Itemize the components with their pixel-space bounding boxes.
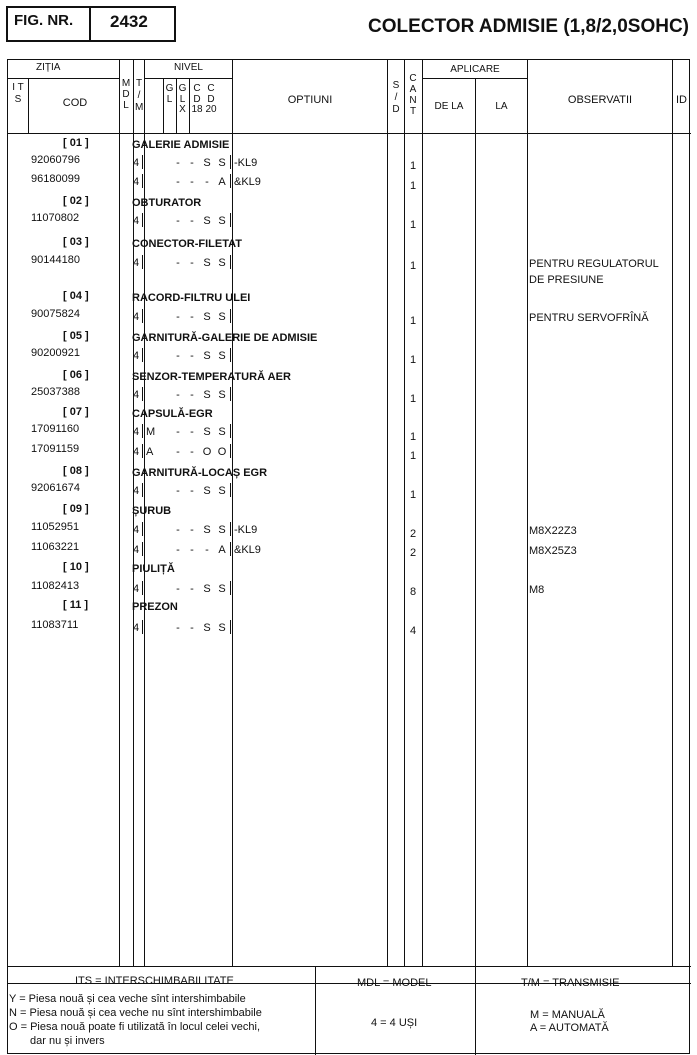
nivel-glx: - xyxy=(190,583,194,595)
header-nivel-cd18: C D 18 xyxy=(191,83,203,115)
nivel-gl: - xyxy=(176,157,180,169)
row-tick xyxy=(230,444,231,458)
part-code: 92060796 xyxy=(31,154,80,166)
part-quantity: 8 xyxy=(410,586,417,598)
nivel-cd18: S xyxy=(203,157,211,169)
part-model: 4 xyxy=(133,157,140,169)
part-code: 96180099 xyxy=(31,173,80,185)
part-option: -KL9 xyxy=(234,157,258,169)
part-code: 11083711 xyxy=(31,619,79,631)
group-description: CONECTOR-FILETAT xyxy=(132,238,242,250)
row-tick xyxy=(230,483,231,497)
part-quantity: 2 xyxy=(410,547,417,559)
nivel-glx: - xyxy=(190,311,194,323)
group-position: [ 01 ] xyxy=(63,137,89,149)
part-code: 90200921 xyxy=(31,347,80,359)
row-tick xyxy=(142,620,143,634)
nivel-gl: - xyxy=(176,389,180,401)
row-tick xyxy=(142,387,143,401)
part-model: 4 xyxy=(133,485,140,497)
nivel-gl: - xyxy=(176,622,180,634)
nivel-cd20: A xyxy=(218,544,226,556)
part-model: 4 xyxy=(133,389,140,401)
part-quantity: 1 xyxy=(410,489,417,501)
nivel-cd18: S xyxy=(203,426,211,438)
legend-its-y: Y = Piesa nouă și cea veche sînt intershimbabile xyxy=(9,993,246,1005)
part-transmission: M xyxy=(146,426,156,438)
figure-label: FIG. NR. xyxy=(14,12,74,29)
header-mdl: M D L xyxy=(121,78,131,111)
part-transmission: A xyxy=(146,446,154,458)
legend-divider-1 xyxy=(315,966,316,1055)
part-model: 4 xyxy=(133,350,140,362)
part-option: &KL9 xyxy=(234,544,261,556)
nivel-glx: - xyxy=(190,215,194,227)
part-code: 90075824 xyxy=(31,308,80,320)
group-position: [ 03 ] xyxy=(63,236,89,248)
nivel-cd18: S xyxy=(203,485,211,497)
part-option: &KL9 xyxy=(234,176,261,188)
legend-divider-2 xyxy=(475,966,476,1055)
nivel-cd18: S xyxy=(203,389,211,401)
row-tick xyxy=(230,542,231,556)
group-position: [ 04 ] xyxy=(63,290,89,302)
header-tm: T / M xyxy=(135,78,144,113)
group-position: [ 08 ] xyxy=(63,465,89,477)
nivel-cd20: S xyxy=(218,583,226,595)
legend-top-line xyxy=(8,966,691,967)
nivel-gl: - xyxy=(176,446,180,458)
legend-mdl-title: MDL = MODEL xyxy=(357,977,432,989)
nivel-cd18: S xyxy=(203,583,211,595)
row-tick xyxy=(230,424,231,438)
row-divider-aplicare xyxy=(422,78,527,79)
row-tick xyxy=(230,255,231,269)
row-tick xyxy=(142,213,143,227)
part-observation: M8X25Z3 xyxy=(529,545,577,557)
part-quantity: 1 xyxy=(410,180,417,192)
legend-its-n: N = Piesa nouă și cea veche nu sînt intershimbabile xyxy=(9,1007,262,1019)
col-divider-nivel xyxy=(232,60,233,966)
col-divider-observatii xyxy=(672,60,673,966)
part-model: 4 xyxy=(133,583,140,595)
nivel-cd20: S xyxy=(218,389,226,401)
nivel-cd20: A xyxy=(218,176,226,188)
header-aplicare: APLICARE xyxy=(450,64,500,75)
part-observation: DE PRESIUNE xyxy=(529,274,604,286)
parts-table xyxy=(7,59,690,1054)
part-code: 11063221 xyxy=(31,541,80,553)
row-tick xyxy=(142,174,143,188)
col-divider-aplicare xyxy=(527,60,528,966)
nivel-cd20: S xyxy=(218,524,226,536)
part-quantity: 1 xyxy=(410,450,417,462)
nivel-cd18: S xyxy=(203,215,211,227)
part-code: 11052951 xyxy=(31,521,80,533)
nivel-cd20: S xyxy=(218,485,226,497)
nivel-cd18: S xyxy=(203,350,211,362)
row-tick xyxy=(142,542,143,556)
group-description: PREZON xyxy=(132,601,178,613)
header-nivel-gl: G L xyxy=(165,83,174,105)
row-tick xyxy=(142,444,143,458)
legend-tm-m: M = MANUALĂ xyxy=(530,1009,605,1021)
part-quantity: 1 xyxy=(410,160,417,172)
part-quantity: 2 xyxy=(410,528,417,540)
part-observation: PENTRU SERVOFRÎNĂ xyxy=(529,312,649,324)
group-position: [ 11 ] xyxy=(63,599,89,611)
nivel-glx: - xyxy=(190,544,194,556)
group-description: PIULIȚĂ xyxy=(132,563,175,575)
part-quantity: 1 xyxy=(410,260,417,272)
nivel-cd18: S xyxy=(203,524,211,536)
nivel-cd18: - xyxy=(205,176,209,188)
group-description: ȘURUB xyxy=(132,505,172,517)
col-divider-dela xyxy=(475,78,476,966)
part-quantity: 1 xyxy=(410,219,417,231)
nivel-cd20: S xyxy=(218,215,226,227)
nivel-cd20: S xyxy=(218,157,226,169)
part-model: 4 xyxy=(133,446,140,458)
nivel-cd18: - xyxy=(205,544,209,556)
part-option: -KL9 xyxy=(234,524,258,536)
part-model: 4 xyxy=(133,622,140,634)
row-tick xyxy=(230,155,231,169)
nivel-gl: - xyxy=(176,350,180,362)
figure-box-divider xyxy=(89,6,91,42)
nivel-glx: - xyxy=(190,446,194,458)
header-optiuni: OPTIUNI xyxy=(287,94,333,106)
part-code: 90144180 xyxy=(31,254,80,266)
page-title: COLECTOR ADMISIE (1,8/2,0SOHC) xyxy=(368,16,689,37)
nivel-glx: - xyxy=(190,426,194,438)
part-quantity: 1 xyxy=(410,315,417,327)
part-observation: M8 xyxy=(529,584,545,596)
legend-tm-title: T/M = TRANSMISIE xyxy=(521,977,620,989)
nivel-cd20: O xyxy=(217,446,227,458)
nivel-gl: - xyxy=(176,215,180,227)
col-divider-its xyxy=(28,78,29,133)
row-tick xyxy=(142,581,143,595)
row-tick xyxy=(230,348,231,362)
legend-tm-a: A = AUTOMATĂ xyxy=(530,1022,609,1034)
row-tick xyxy=(230,387,231,401)
nivel-cd20: S xyxy=(218,426,226,438)
part-observation: PENTRU REGULATORUL xyxy=(529,258,659,270)
part-observation: M8X22Z3 xyxy=(529,525,577,537)
group-description: SENZOR-TEMPERATURĂ AER xyxy=(132,371,291,383)
part-quantity: 1 xyxy=(410,354,417,366)
row-tick xyxy=(142,424,143,438)
col-divider-optiuni xyxy=(387,60,388,966)
header-la: LA xyxy=(495,101,508,112)
row-tick xyxy=(142,483,143,497)
nivel-gl: - xyxy=(176,485,180,497)
row-tick xyxy=(142,155,143,169)
header-its: I T S xyxy=(12,82,24,105)
row-tick xyxy=(142,255,143,269)
group-description: RACORD-FILTRU ULEI xyxy=(132,292,251,304)
part-quantity: 1 xyxy=(410,393,417,405)
group-description: OBTURATOR xyxy=(132,197,202,209)
row-tick xyxy=(230,581,231,595)
nivel-cd18: S xyxy=(203,311,211,323)
part-code: 17091159 xyxy=(31,443,80,455)
nivel-gl: - xyxy=(176,583,180,595)
nivel-glx: - xyxy=(190,157,194,169)
group-position: [ 07 ] xyxy=(63,406,89,418)
nivel-glx: - xyxy=(190,622,194,634)
group-position: [ 10 ] xyxy=(63,561,89,573)
nivel-gl: - xyxy=(176,524,180,536)
part-code: 25037388 xyxy=(31,386,80,398)
nivel-cd18: S xyxy=(203,622,211,634)
col-divider-cod xyxy=(119,60,120,966)
header-cant: C A N T xyxy=(409,73,417,117)
part-model: 4 xyxy=(133,524,140,536)
nivel-cd20: S xyxy=(218,622,226,634)
nivel-cd18: S xyxy=(203,257,211,269)
row-tick xyxy=(230,213,231,227)
group-position: [ 06 ] xyxy=(63,369,89,381)
group-position: [ 02 ] xyxy=(63,195,89,207)
part-model: 4 xyxy=(133,426,140,438)
header-id: ID xyxy=(676,94,687,106)
part-model: 4 xyxy=(133,544,140,556)
row-tick xyxy=(230,174,231,188)
legend-mdl-value: 4 = 4 UȘI xyxy=(371,1017,418,1029)
row-tick xyxy=(142,348,143,362)
header-de-la: DE LA xyxy=(434,101,464,112)
part-model: 4 xyxy=(133,311,140,323)
nivel-glx: - xyxy=(190,176,194,188)
row-divider-pozitia xyxy=(8,78,119,79)
nivel-cd20: S xyxy=(218,311,226,323)
row-tick xyxy=(142,309,143,323)
header-nivel-glx: G L X xyxy=(178,83,187,115)
nivel-gl: - xyxy=(176,176,180,188)
group-description: GARNITURĂ-LOCAȘ EGR xyxy=(132,467,268,479)
col-divider-cant xyxy=(422,60,423,966)
row-tick xyxy=(142,522,143,536)
nivel-cd20: S xyxy=(218,350,226,362)
figure-number: 2432 xyxy=(110,12,148,31)
part-code: 92061674 xyxy=(31,482,80,494)
header-bottom-line xyxy=(8,133,691,134)
part-quantity: 1 xyxy=(410,431,417,443)
part-code: 11070802 xyxy=(31,212,80,224)
part-code: 11082413 xyxy=(31,580,80,592)
legend-its-o2: dar nu și invers xyxy=(30,1035,105,1047)
nivel-gl: - xyxy=(176,257,180,269)
header-nivel-cd20: C D 20 xyxy=(205,83,217,115)
nivel-gl: - xyxy=(176,426,180,438)
row-tick xyxy=(230,620,231,634)
header-observatii: OBSERVATII xyxy=(567,94,633,106)
header-sd: S / D xyxy=(392,80,400,115)
nivel-glx: - xyxy=(190,389,194,401)
part-code: 17091160 xyxy=(31,423,80,435)
legend-its-o: O = Piesa nouă poate fi utilizată în locul celei vechi, xyxy=(9,1021,261,1033)
row-divider-nivel xyxy=(144,78,232,79)
group-description: GARNITURĂ-GALERIE DE ADMISIE xyxy=(132,332,318,344)
group-position: [ 09 ] xyxy=(63,503,89,515)
nivel-glx: - xyxy=(190,350,194,362)
part-model: 4 xyxy=(133,215,140,227)
part-model: 4 xyxy=(133,176,140,188)
nivel-glx: - xyxy=(190,485,194,497)
col-divider-sd xyxy=(404,60,405,966)
group-description: GALERIE ADMISIE xyxy=(132,139,230,151)
nivel-glx: - xyxy=(190,524,194,536)
header-pozitia: ZIȚIA xyxy=(36,62,61,73)
group-description: CAPSULĂ-EGR xyxy=(132,408,213,420)
legend-its-title: ITS = INTERSCHIMBABILITATE xyxy=(75,975,234,987)
row-tick xyxy=(230,309,231,323)
nivel-glx: - xyxy=(190,257,194,269)
nivel-cd18: O xyxy=(202,446,212,458)
part-quantity: 4 xyxy=(410,625,417,637)
row-tick xyxy=(230,522,231,536)
header-nivel: NIVEL xyxy=(174,62,203,73)
header-cod: COD xyxy=(62,97,88,109)
nivel-cd20: S xyxy=(218,257,226,269)
part-model: 4 xyxy=(133,257,140,269)
group-position: [ 05 ] xyxy=(63,330,89,342)
nivel-gl: - xyxy=(176,311,180,323)
nivel-gl: - xyxy=(176,544,180,556)
